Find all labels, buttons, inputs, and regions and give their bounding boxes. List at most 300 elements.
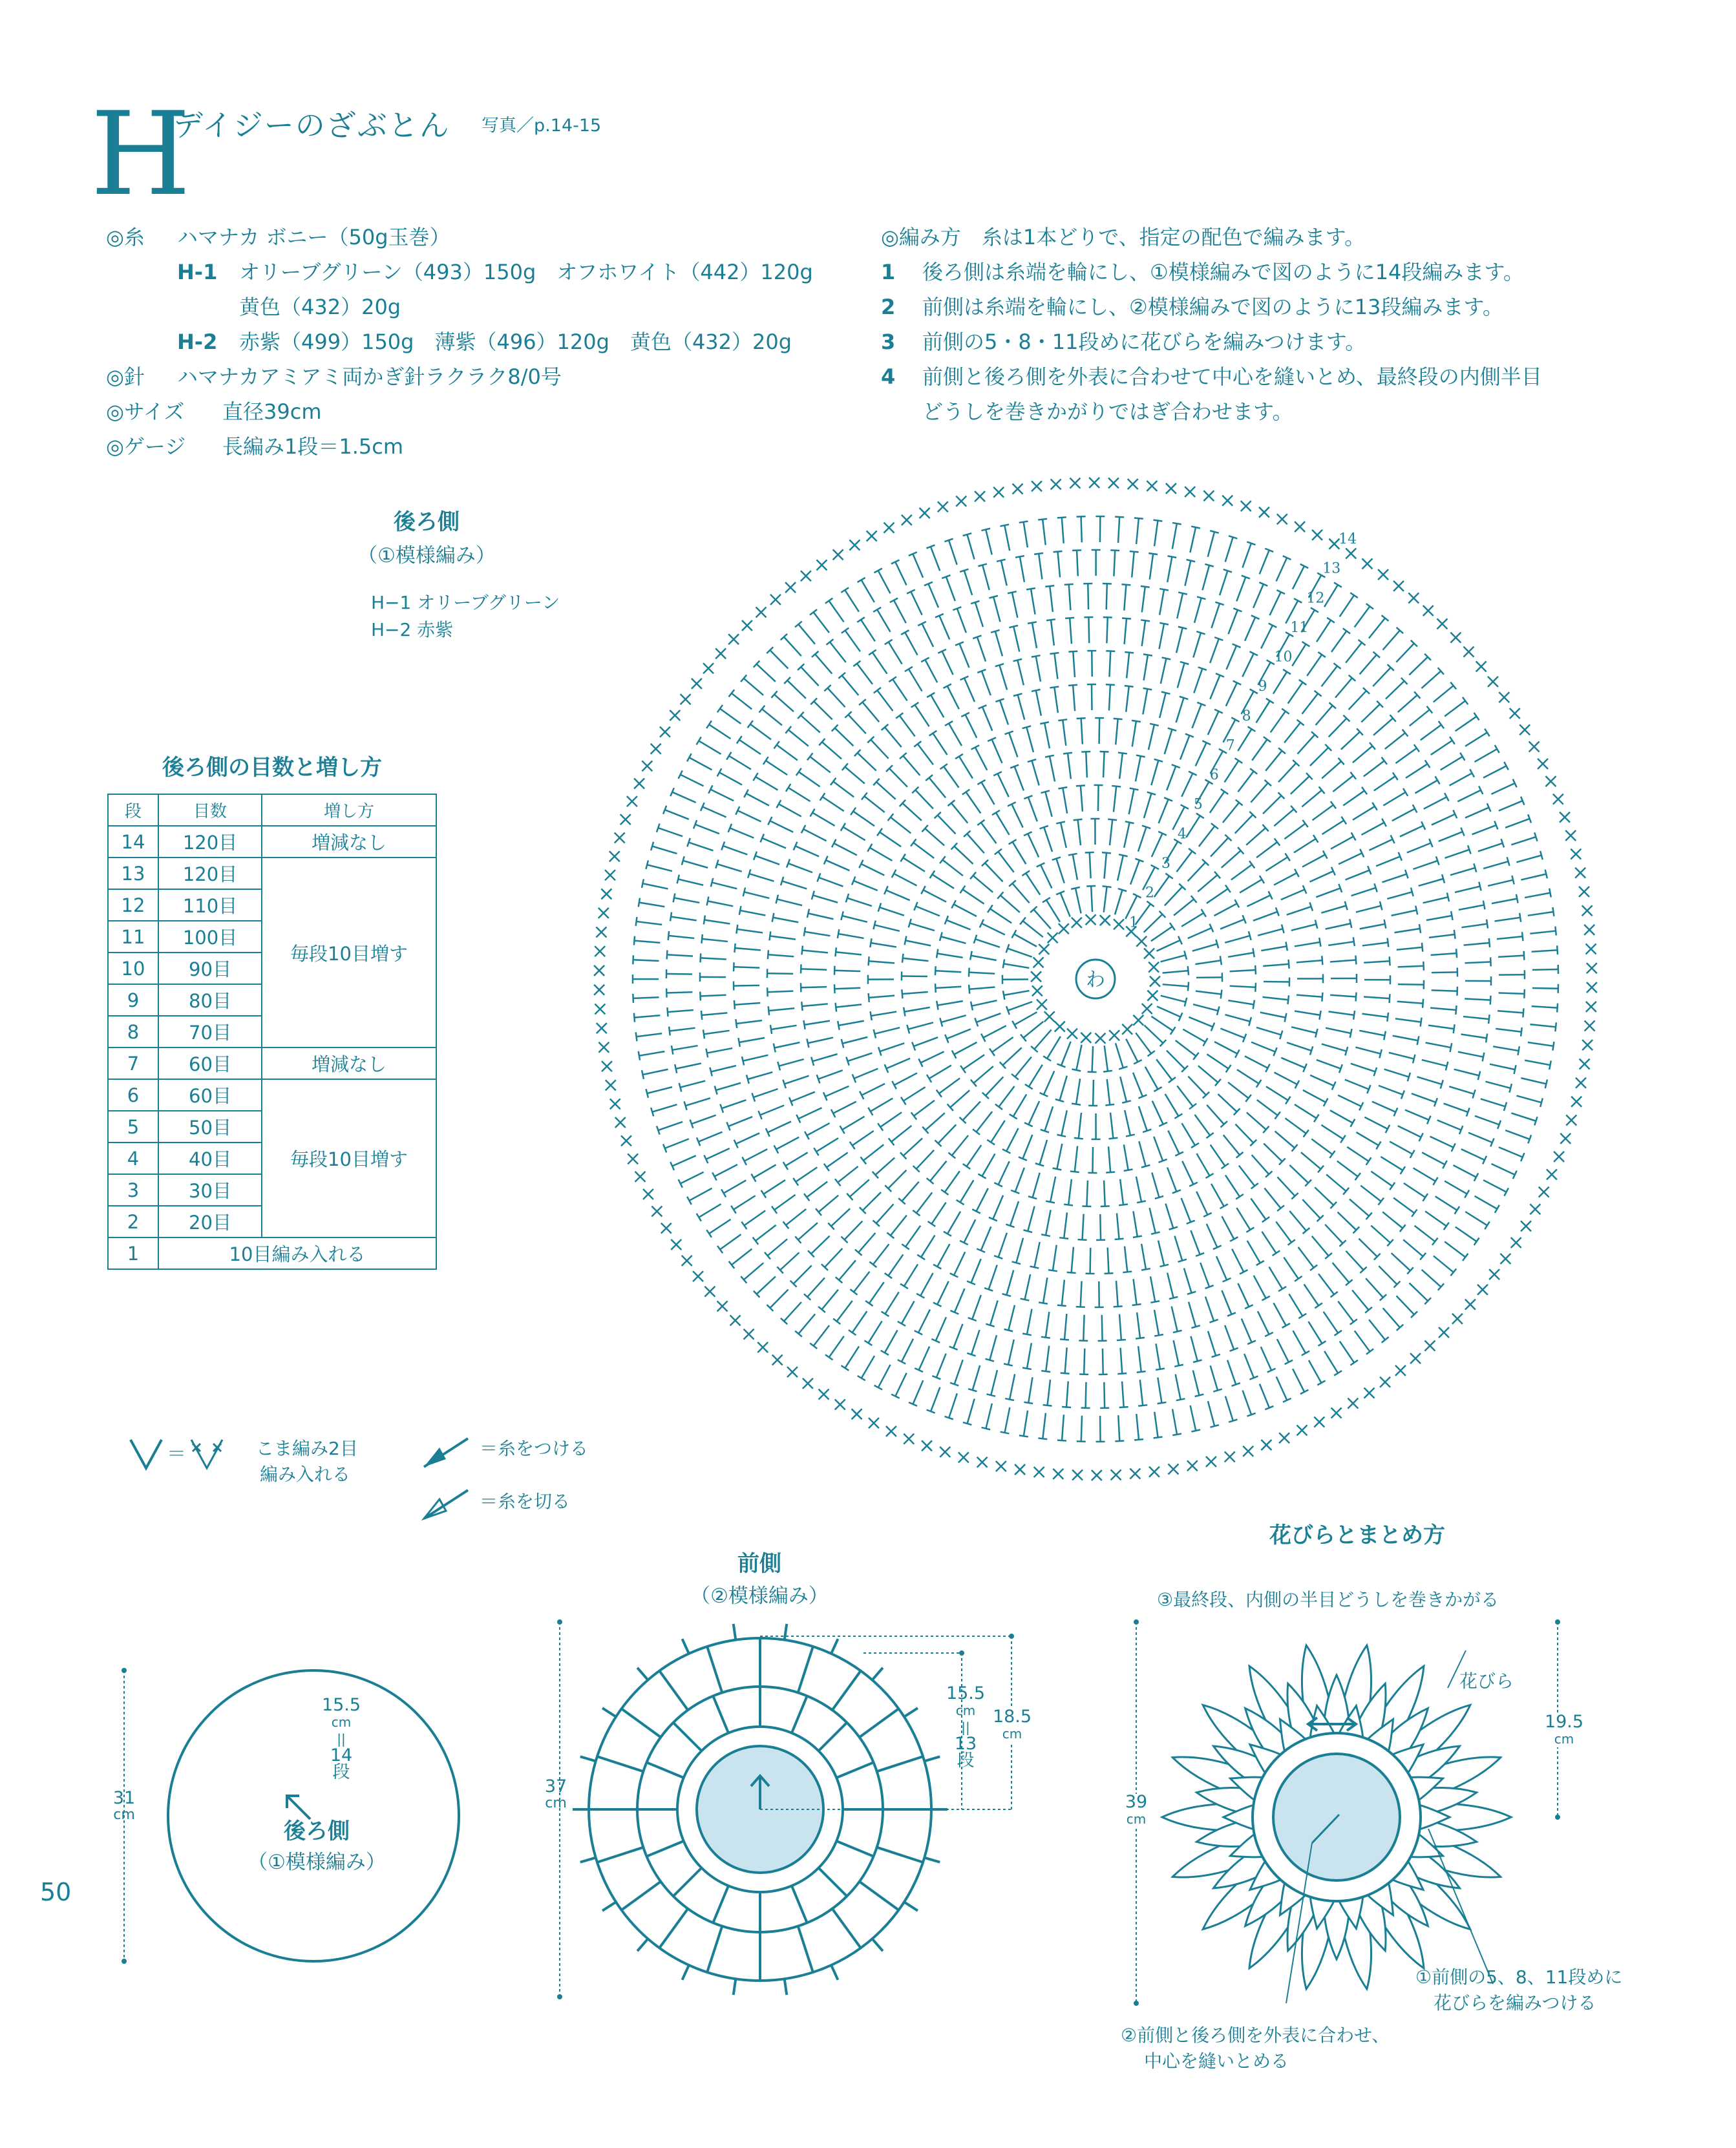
stitch-mark (1396, 1296, 1414, 1314)
stitch-mark (1247, 1113, 1266, 1130)
stitch-mark (1120, 1179, 1123, 1205)
stitch-mark (1528, 1042, 1554, 1046)
stitch-mark (1004, 963, 1029, 968)
stitch-mark (966, 715, 977, 738)
stitch-mark (1291, 924, 1317, 931)
stitch-mark (1253, 912, 1278, 921)
stitch-mark (1275, 1131, 1295, 1148)
stitch-mark (1108, 819, 1117, 820)
table-row: 2 20目 (108, 1206, 436, 1237)
stitch-mark (1075, 1146, 1077, 1172)
stitch-mark (901, 1097, 906, 1105)
stitch-mark (1220, 571, 1227, 595)
stitch-mark (977, 1111, 993, 1132)
stitch-mark (1041, 1371, 1050, 1372)
stitch-mark (1187, 1460, 1198, 1471)
stitch-mark (1586, 1002, 1596, 1012)
stitch-mark (1158, 1402, 1167, 1404)
stitch-mark (1149, 553, 1158, 554)
stitch-mark (937, 1001, 962, 1006)
stitch-mark (1387, 892, 1412, 899)
stitch-mark (1076, 1079, 1080, 1104)
front-spoke (860, 1882, 899, 1910)
stitch-mark (771, 1026, 797, 1029)
stitch-mark (871, 943, 896, 947)
stitch-mark (1038, 519, 1047, 520)
stitch-mark (704, 916, 705, 925)
stitch-mark (1057, 1305, 1066, 1306)
stitch-mark (1346, 1251, 1363, 1270)
stitch-mark (1114, 1306, 1123, 1307)
stitch-mark (736, 1133, 759, 1144)
front-spoke (659, 1909, 688, 1948)
stitch-mark (1126, 1039, 1138, 1062)
stitch-mark (807, 1182, 827, 1197)
stitch-mark (1062, 1415, 1064, 1440)
stitch-mark (1034, 1242, 1039, 1267)
stitch-mark (1183, 1029, 1205, 1042)
stitch-mark (803, 1020, 805, 1029)
stitch-mark (1392, 1253, 1410, 1270)
stitch-mark (949, 723, 962, 746)
stitch-mark (1144, 1026, 1163, 1044)
stitch-mark (875, 1158, 894, 1175)
stitch-mark (929, 1065, 951, 1079)
stitch-mark (1560, 812, 1570, 823)
stitch-mark (1170, 1027, 1176, 1035)
stitch-mark (1163, 984, 1189, 986)
stitch-mark (982, 707, 992, 731)
stitch-mark (1525, 893, 1550, 898)
stitch-mark (885, 1273, 892, 1278)
stitch-mark (931, 547, 940, 571)
stitch-mark (609, 851, 620, 861)
stitch-mark (1142, 1004, 1152, 1014)
stitch-mark (1351, 1064, 1375, 1072)
stitch-mark (1053, 551, 1063, 552)
stitch-mark (1318, 652, 1325, 657)
stitch-mark (1499, 1147, 1523, 1157)
stitch-mark (1356, 993, 1357, 1002)
stitch-mark (610, 1099, 620, 1109)
stitch-mark (1415, 1226, 1435, 1241)
stitch-mark (1031, 971, 1041, 982)
stitch-mark (1265, 857, 1287, 870)
stitch-mark (841, 823, 845, 831)
stitch-mark (1107, 1079, 1110, 1105)
stitch-mark (1256, 842, 1277, 858)
stitch-mark (646, 860, 648, 869)
stitch-mark (1010, 1114, 1017, 1119)
round-number: 13 (1322, 560, 1341, 577)
stitch-mark (1343, 628, 1350, 633)
table-row: 12 110目 (108, 889, 436, 921)
stitch-mark (1008, 949, 1032, 957)
stitch-mark (978, 564, 987, 567)
stitch-mark (1405, 1110, 1429, 1120)
stitch-mark (1417, 1036, 1419, 1045)
stitch-mark (1072, 1247, 1074, 1273)
stitch-mark (1050, 686, 1059, 688)
stitch-mark (1120, 1077, 1127, 1102)
stitch-mark (993, 1195, 1003, 1219)
stitch-mark (1193, 1004, 1218, 1011)
stitch-mark (1159, 589, 1164, 615)
stitch-mark (1382, 757, 1387, 764)
stitch-mark (1338, 1095, 1361, 1106)
stitch-mark (1103, 886, 1112, 887)
stitch-mark (1478, 1071, 1480, 1080)
stitch-mark (1125, 1110, 1130, 1135)
stitch-mark (706, 1148, 729, 1159)
stitch-mark (1364, 996, 1390, 998)
stitch-mark (1329, 539, 1339, 549)
table-row: 7 60目 増減なし (108, 1048, 436, 1079)
stitch-mark (668, 1010, 693, 1012)
stitch-mark (954, 904, 977, 916)
front-spoke (904, 1708, 918, 1717)
stitch-mark (1034, 1467, 1044, 1477)
stitch-mark (1455, 1006, 1456, 1015)
stitch-mark (1061, 1110, 1067, 1135)
stitch-mark (1000, 525, 1009, 527)
stitch-mark (1295, 1276, 1302, 1281)
stitch-mark (1499, 692, 1509, 702)
stitch-mark (1144, 655, 1148, 680)
stitch-mark (804, 1194, 809, 1201)
stitch-mark (1161, 955, 1186, 962)
stitch-mark (1031, 589, 1035, 614)
stitch-mark (1124, 823, 1130, 848)
stitch-mark (789, 863, 812, 872)
stitch-mark (941, 936, 966, 943)
stitch-mark (949, 1393, 957, 1418)
stitch-mark (1176, 698, 1184, 722)
stitch-mark (926, 1113, 945, 1130)
stitch-mark (938, 1124, 957, 1143)
stitch-mark (1362, 1014, 1388, 1017)
stitch-mark (1258, 1311, 1269, 1334)
stitch-mark (1163, 971, 1189, 973)
stitch-mark (1068, 753, 1071, 779)
stitch-mark (637, 921, 662, 925)
stitch-mark (667, 950, 668, 959)
stitch-mark (1276, 1376, 1287, 1400)
stitch-mark (1174, 1236, 1182, 1261)
stitch-mark (1329, 719, 1347, 737)
stitch-mark (1460, 753, 1465, 761)
stitch-mark (1277, 1339, 1289, 1362)
stitch-mark (987, 1140, 995, 1145)
stitch-mark (1322, 761, 1341, 779)
stitch-mark (1255, 983, 1256, 992)
stitch-mark (877, 828, 882, 836)
stitch-mark (1439, 721, 1444, 728)
stitch-mark (737, 736, 742, 744)
stitch-mark (1450, 868, 1475, 875)
stitch-mark (893, 679, 907, 700)
stitch-mark (927, 1075, 931, 1082)
stitch-mark (916, 906, 940, 916)
stitch-mark (902, 1339, 913, 1362)
stitch-mark (1525, 1060, 1550, 1065)
stitch-mark (999, 1233, 1007, 1258)
stitch-mark (1058, 552, 1061, 578)
stitch-mark (1250, 768, 1257, 774)
stitch-mark (1316, 706, 1333, 725)
stitch-mark (1181, 1123, 1195, 1145)
stitch-mark (896, 713, 903, 718)
stitch-mark (1282, 709, 1289, 714)
stitch-mark (1455, 1206, 1460, 1214)
stitch-mark (1350, 1319, 1357, 1324)
stitch-mark (681, 775, 704, 786)
stitch-mark (829, 1336, 844, 1358)
stitch-mark (1445, 700, 1465, 716)
stitch-mark (830, 642, 846, 662)
stitch-mark (1159, 589, 1169, 590)
stitch-mark (1449, 1086, 1474, 1094)
stitch-mark (904, 1007, 905, 1016)
stitch-mark (1063, 788, 1067, 813)
stitch-count-table (107, 794, 437, 1270)
stitch-mark (1237, 1069, 1259, 1084)
stitch-mark (1457, 790, 1481, 802)
stitch-mark (1167, 556, 1176, 557)
stitch-mark (744, 679, 763, 695)
stitch-mark (878, 571, 891, 593)
stitch-mark (670, 1028, 695, 1031)
stitch-mark (1074, 819, 1083, 821)
stitch-mark (757, 1276, 776, 1294)
stitch-mark (1193, 1370, 1200, 1395)
stitch-mark (1185, 487, 1195, 497)
stitch-mark (767, 973, 793, 974)
stitch-mark (1293, 1331, 1306, 1353)
stitch-mark (1251, 1042, 1275, 1052)
stitch-mark (929, 731, 937, 736)
stitch-mark (1221, 789, 1229, 794)
stitch-mark (1199, 826, 1215, 847)
stitch-mark (1278, 1287, 1286, 1291)
stitch-mark (825, 1354, 832, 1360)
stitch-mark (1530, 931, 1556, 934)
stitch-mark (1046, 1345, 1049, 1371)
stitch-mark (1353, 746, 1373, 763)
stitch-mark (1004, 525, 1010, 551)
stitch-mark (886, 1058, 910, 1069)
stitch-mark (871, 740, 888, 759)
stitch-mark (1422, 943, 1423, 952)
stitch-mark (1361, 704, 1380, 722)
stitch-mark (1294, 839, 1316, 852)
stitch-mark (902, 1182, 918, 1201)
stitch-mark (827, 1152, 848, 1167)
stitch-mark (615, 832, 625, 843)
stitch-mark (1299, 680, 1306, 685)
gauge-label: ◎ゲージ (106, 434, 186, 459)
stitch-mark (715, 648, 726, 658)
stitch-mark (997, 560, 1006, 562)
stitch-mark (816, 1138, 838, 1152)
stitch-mark (1072, 1069, 1081, 1071)
stitch-mark (845, 590, 859, 612)
stitch-mark (991, 1370, 997, 1395)
stitch-mark (634, 1015, 660, 1017)
stitch-mark (1235, 815, 1253, 834)
stitch-mark (1044, 827, 1052, 852)
stitch-mark (1532, 988, 1558, 989)
stitch-mark (598, 908, 609, 918)
stitch-mark (1154, 1334, 1163, 1336)
stitch-mark (1346, 642, 1362, 662)
stitch-mark (1050, 1177, 1055, 1202)
stitch-mark (1486, 1034, 1487, 1043)
stitch-mark (1552, 1042, 1554, 1051)
stitch-mark (1132, 1304, 1141, 1305)
stitch-mark (1356, 1132, 1378, 1145)
stitch-mark (796, 768, 801, 775)
stitch-mark (889, 768, 907, 787)
stitch-mark (1208, 1331, 1216, 1356)
stitch-mark (1137, 1201, 1146, 1203)
stitch-mark (1246, 1227, 1254, 1232)
stitch-mark (915, 790, 933, 809)
stitch-mark (1228, 1082, 1249, 1099)
stitch-mark (863, 1192, 881, 1210)
stitch-mark (1349, 691, 1366, 710)
stitch-mark (1047, 1037, 1061, 1058)
stitch-mark (1072, 1104, 1081, 1105)
stitch-mark (1045, 585, 1054, 587)
table-row: 3 30目 (108, 1174, 436, 1206)
stitch-mark (1445, 1181, 1467, 1194)
stitch-mark (1284, 823, 1305, 839)
stitch-mark (815, 654, 832, 673)
stitch-mark (958, 1452, 969, 1462)
stitch-mark (1495, 918, 1521, 921)
stitch-mark (1044, 723, 1050, 748)
stitch-mark (639, 1051, 664, 1056)
stitch-mark (1286, 942, 1287, 951)
stitch-mark (816, 560, 827, 570)
stitch-mark (1475, 1116, 1499, 1125)
stitch-mark (1086, 886, 1096, 887)
stitch-mark (1165, 730, 1172, 754)
stitch-mark (1516, 1096, 1541, 1103)
stitch-mark (1322, 666, 1337, 687)
stitch-mark (772, 913, 774, 922)
stitch-mark (1152, 1173, 1159, 1197)
stitch-mark (1423, 962, 1424, 971)
stitch-mark (981, 823, 997, 843)
stitch-mark (982, 671, 991, 695)
stitch-mark (914, 1100, 935, 1116)
stitch-mark (1004, 1329, 1013, 1331)
front-radius-label: 15.5 cm || 13 段 (946, 1683, 986, 1771)
stitch-mark (1100, 915, 1110, 925)
stitch-mark (942, 860, 963, 876)
stitch-mark (857, 664, 873, 684)
stitch-mark (1529, 741, 1540, 752)
step-4: 4 前側と後ろ側を外表に合わせて中心を縫いとめ、最終段の内側半目 (881, 364, 1542, 389)
stitch-mark (736, 1020, 762, 1024)
stitch-mark (787, 680, 806, 699)
stitch-mark (1279, 1433, 1289, 1443)
front-spoke (792, 1696, 807, 1732)
gauge-text: 長編み1段＝1.5cm (222, 434, 404, 459)
stitch-mark (902, 803, 922, 821)
stitch-mark (1222, 1290, 1231, 1314)
stitch-mark (1191, 1230, 1200, 1254)
stitch-mark (981, 782, 994, 805)
stitch-mark (1251, 1199, 1265, 1220)
stitch-mark (1130, 860, 1139, 885)
stitch-mark (1483, 901, 1485, 910)
stitch-mark (1310, 1265, 1317, 1270)
stitch-mark (1383, 792, 1405, 806)
stitch-mark (1154, 876, 1169, 898)
stitch-mark (702, 939, 728, 942)
front-spoke (597, 1756, 643, 1771)
stitch-mark (880, 832, 901, 847)
stitch-mark (768, 1239, 788, 1256)
stitch-mark (989, 596, 998, 598)
stitch-mark (1032, 623, 1037, 648)
stitch-mark (935, 971, 961, 972)
stitch-mark (1185, 998, 1187, 1007)
stitch-mark (1045, 792, 1052, 817)
stitch-mark (699, 1204, 721, 1217)
stitch-mark (1033, 957, 1044, 967)
stitch-mark (681, 1172, 704, 1184)
stitch-mark (1211, 604, 1220, 628)
stitch-mark (1260, 1013, 1286, 1018)
stitch-mark (1138, 827, 1147, 852)
stitch-mark (714, 1164, 737, 1176)
stitch-mark (748, 1072, 772, 1079)
stitch-mark (1167, 766, 1176, 790)
stitch-mark (1141, 1244, 1146, 1269)
stitch-mark (1334, 1331, 1342, 1336)
stitch-mark (643, 1189, 653, 1199)
stitch-mark (1161, 658, 1167, 684)
stitch-mark (1028, 1377, 1032, 1403)
stitch-mark (1150, 1276, 1155, 1301)
stitch-mark (1238, 729, 1251, 751)
stitch-mark (1309, 871, 1333, 882)
stitch-mark (1451, 911, 1452, 920)
stitch-mark (1144, 794, 1152, 818)
stitch-mark (1298, 1314, 1306, 1318)
stitch-mark (1039, 1302, 1048, 1303)
stitch-mark (845, 767, 865, 784)
stitch-mark (1266, 699, 1274, 703)
stitch-mark (914, 741, 921, 746)
stitch-mark (753, 1237, 759, 1245)
stitch-mark (1194, 598, 1201, 623)
stitch-mark (724, 1180, 746, 1193)
stitch-mark (805, 932, 830, 936)
stitch-mark (681, 694, 691, 704)
stitch-mark (888, 1170, 906, 1188)
stitch-mark (674, 898, 699, 903)
stitch-mark (1122, 1382, 1124, 1407)
stitch-mark (1028, 1206, 1034, 1232)
stitch-mark (825, 1086, 849, 1097)
stitch-mark (1530, 1024, 1556, 1027)
stitch-mark (1044, 1071, 1054, 1095)
